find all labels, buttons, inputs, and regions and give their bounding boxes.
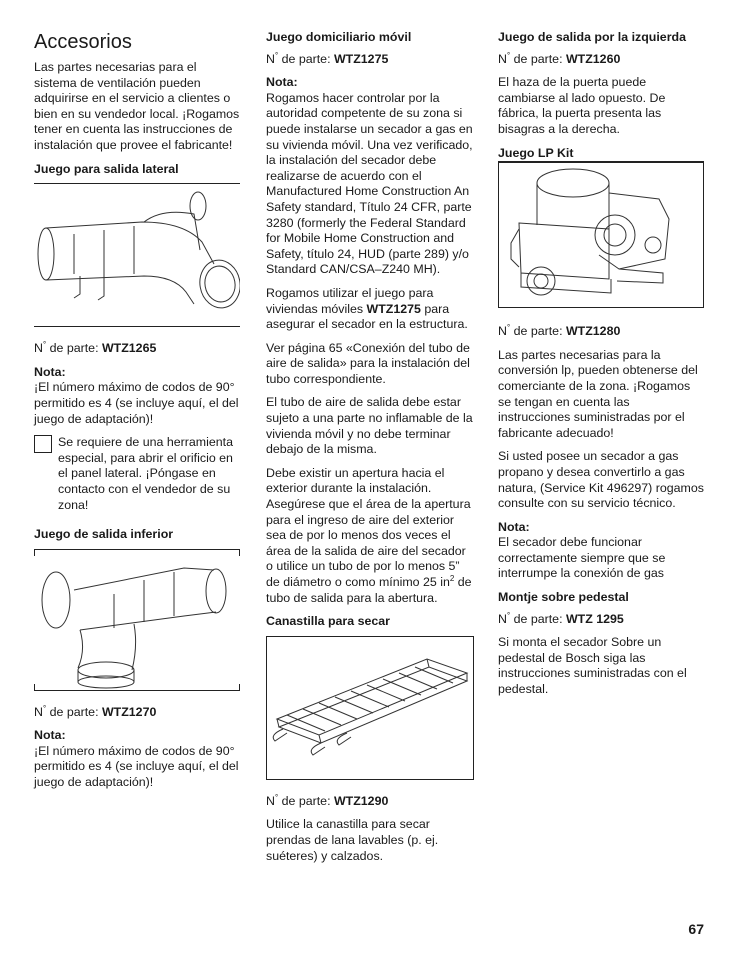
movil-paragraph-2: Ver página 65 «Conexión del tubo de aire de salida» para la instalación del tubo correspondiente. xyxy=(266,340,470,386)
izquierda-heading: Juego de salida por la izquierda xyxy=(498,30,686,44)
movil-heading: Juego domiciliario móvil xyxy=(266,30,412,44)
lateral-heading: Juego para salida lateral xyxy=(34,161,179,176)
movil-part-number: N° de parte: WTZ1275 xyxy=(266,50,389,66)
column-right xyxy=(498,30,704,706)
checkbox[interactable] xyxy=(34,435,52,453)
canastilla-part-number: N° de parte: WTZ1290 xyxy=(266,792,389,808)
inferior-nota-text: ¡El número máximo de codos de 90° permitido es 4 (se incluye aquí, el del juego de adaptación)! xyxy=(34,743,239,790)
inferior-heading: Juego de salida inferior xyxy=(34,527,174,542)
lp-nota-label: Nota: xyxy=(498,519,530,534)
intro-paragraph: Las partes necesarias para el sistema de ventilación pueden adquirirse en el servicio a clientes o bien en su vendedor local. ¡Rogamos tener en cuenta las instrucciones de instalación que provee el fabricante! xyxy=(34,60,240,152)
canastilla-text: Utilice la canastilla para secar prendas de lana lavables (p. ej. suéteres) y calzados. xyxy=(266,817,439,863)
lateral-nota-label: Nota: xyxy=(34,364,66,379)
lateral-vent-illustration xyxy=(34,184,240,326)
lateral-vent-kit-figure xyxy=(34,183,240,327)
pedestal-text: Si monta el secador Sobre un pedestal de Bosch siga las instrucciones suministradas con el pedestal. xyxy=(498,635,687,697)
inferior-vent-illustration xyxy=(34,550,240,690)
movil-nota-label: Nota: xyxy=(266,75,298,90)
movil-paragraph-3: El tubo de aire de salida debe estar sujeto a una parte no inflamable de la vivienda móvil y no debe terminar debajo de la misma. xyxy=(266,395,473,457)
lp-paragraph-1: Las partes necesarias para la conversión lp, pueden obtenerse del comerciante de la zona. ¡Rogamos se tengan en cuenta las instrucciones suministradas por el fabricante adecuado! xyxy=(498,347,698,440)
page-number: 67 xyxy=(688,921,704,937)
column-middle xyxy=(266,30,474,872)
inferior-part-number: N° de parte: WTZ1270 xyxy=(34,703,157,719)
izquierda-text: El haza de la puerta puede cambiarse al lado opuesto. De fábrica, la puerta presenta las bisagras a la derecha. xyxy=(498,75,666,136)
lp-heading: Juego LP Kit xyxy=(498,145,574,160)
canastilla-heading: Canastilla para secar xyxy=(266,614,390,629)
inferior-nota-label: Nota: xyxy=(34,728,66,743)
movil-paragraph-1: Rogamos utilizar el juego para viviendas móviles WTZ1275 para asegurar el secador en la estructura. xyxy=(266,285,468,332)
lateral-tool-note: Se requiere de una herramienta especial, para abrir el orificio en el panel lateral. ¡Póngase en contacto con el vendedor de su zona! xyxy=(34,435,240,513)
drying-rack-illustration xyxy=(267,637,473,779)
lp-kit-illustration xyxy=(499,163,703,307)
lp-paragraph-2: Si usted posee un secador a gas propano y desea convertirlo a gas natura, (Service Kit 496297) rogamos consulte con su servicio técnico. xyxy=(498,449,704,511)
page-title: Accesorios xyxy=(34,31,132,53)
lateral-part-number: N° de parte: WTZ1265 xyxy=(34,340,157,356)
izquierda-part-number: N° de parte: WTZ1260 xyxy=(498,50,621,66)
inferior-vent-kit-figure xyxy=(34,549,240,691)
movil-paragraph-4: Debe existir un apertura hacia el exterior durante la instalación. Asegúrese que el área de la apertura para el ingreso de aire del exterior sea de por lo menos dos veces el área de la salida de aire del secador o utilice un tubo de por lo menos 5” de diámetro o como mínimo 25 $in^2$ de tubo de salida para la abertura. xyxy=(266,465,472,605)
lp-part-number: N° de parte: WTZ1280 xyxy=(498,323,621,339)
pedestal-heading: Montje sobre pedestal xyxy=(498,590,629,605)
column-left xyxy=(34,30,240,799)
pedestal-part-number: N° de parte: WTZ 1295 xyxy=(498,610,624,626)
lp-nota-text: El secador debe funcionar correctamente siempre que se interrumpe la conexión de gas xyxy=(498,535,666,581)
lp-kit-figure xyxy=(498,161,704,308)
drying-rack-figure xyxy=(266,636,474,780)
lateral-nota-text: ¡El número máximo de codos de 90° permitido es 4 (se incluye aquí, el del juego de adaptación)! xyxy=(34,380,239,426)
movil-nota-text: Rogamos hacer controlar por la autoridad competente de su zona si puede instalarse un secador a gas en su vivienda móvil. Una vez verificado, la instalación del secador debe realizarse de acuerdo con el Manufactured Home Construction An Safety standard, Título 24 CFR, parte 3280 (formerly the Federal Standard for Mobile Home Construction and Safety, título 24, HUD (parte 289) y/o Standard CAN/CSA–Z240 MH). xyxy=(266,90,473,277)
